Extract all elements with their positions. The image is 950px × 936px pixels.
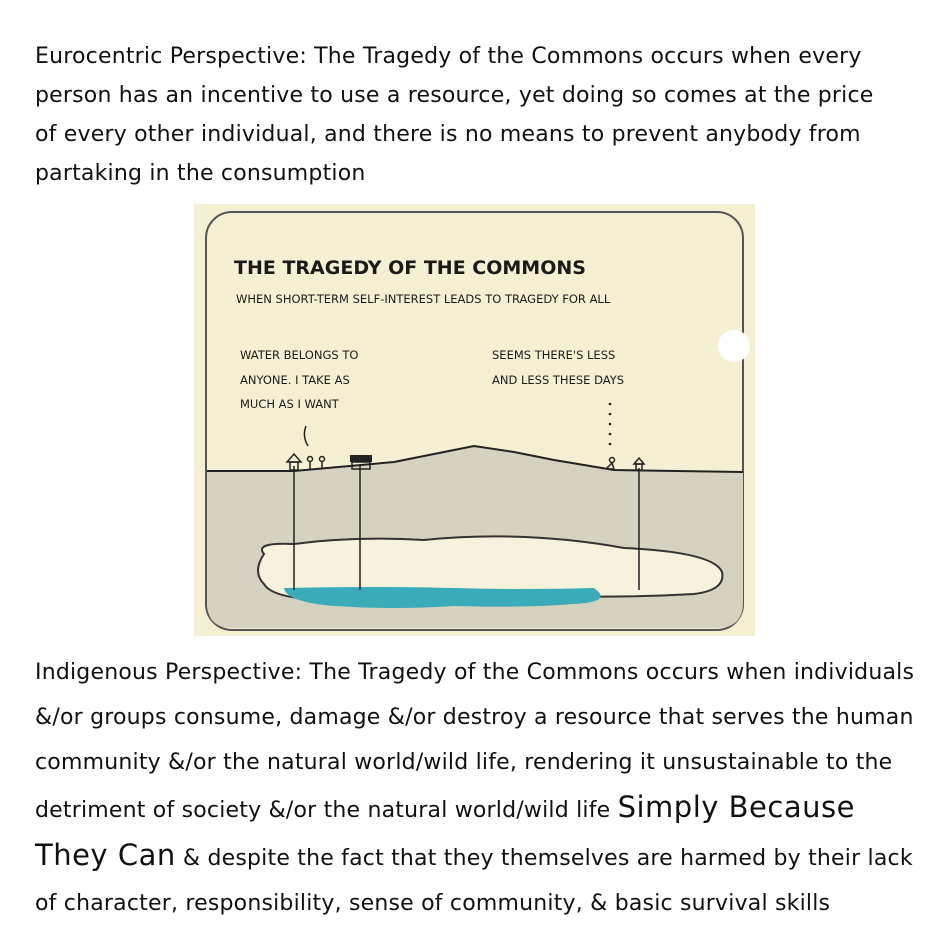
illustration-svg [194, 204, 755, 636]
right-speech-line: SEEMS THERE'S LESS [492, 348, 616, 362]
text-line: person has an incentive to use a resource, yet doing so comes at the price [35, 83, 874, 108]
left-speech-line: MUCH AS I WANT [240, 397, 339, 411]
text-line: of every other individual, and there is no means to prevent anybody from [35, 122, 861, 147]
text-line: partaking in the consumption [35, 161, 366, 186]
text-line: Indigenous Perspective: The Tragedy of the Commons occurs when individuals [35, 660, 915, 685]
text-line [35, 833, 925, 881]
emphasis-text: Simply Because [617, 790, 855, 824]
card-notch [718, 330, 750, 362]
text-line: community &/or the natural world/wild life, rendering it unsustainable to the [35, 750, 893, 775]
left-speech-line: WATER BELONGS TO [240, 348, 359, 362]
illustration-title: THE TRAGEDY OF THE COMMONS [234, 257, 586, 279]
text-line: of character, responsibility, sense of community, & basic survival skills [35, 891, 831, 916]
tragedy-of-commons-illustration [194, 204, 755, 636]
text-segment: detriment of society &/or the natural world/wild life [35, 798, 618, 823]
eurocentric-paragraph [35, 37, 925, 193]
text-line [35, 785, 925, 833]
text-line: Eurocentric Perspective: The Tragedy of the Commons occurs when every [35, 44, 862, 69]
text-segment: & despite the fact that they themselves are harmed by their lack [175, 846, 913, 871]
text-line: &/or groups consume, damage &/or destroy a resource that serves the human [35, 705, 914, 730]
aquifer-water [284, 587, 601, 608]
left-speech-line: ANYONE. I TAKE AS [240, 373, 350, 387]
emphasis-text: They Can [35, 838, 176, 872]
right-speech-line: AND LESS THESE DAYS [492, 373, 625, 387]
indigenous-paragraph [35, 650, 925, 926]
illustration-subtitle: WHEN SHORT-TERM SELF-INTEREST LEADS TO TRAGEDY FOR ALL [236, 292, 611, 306]
